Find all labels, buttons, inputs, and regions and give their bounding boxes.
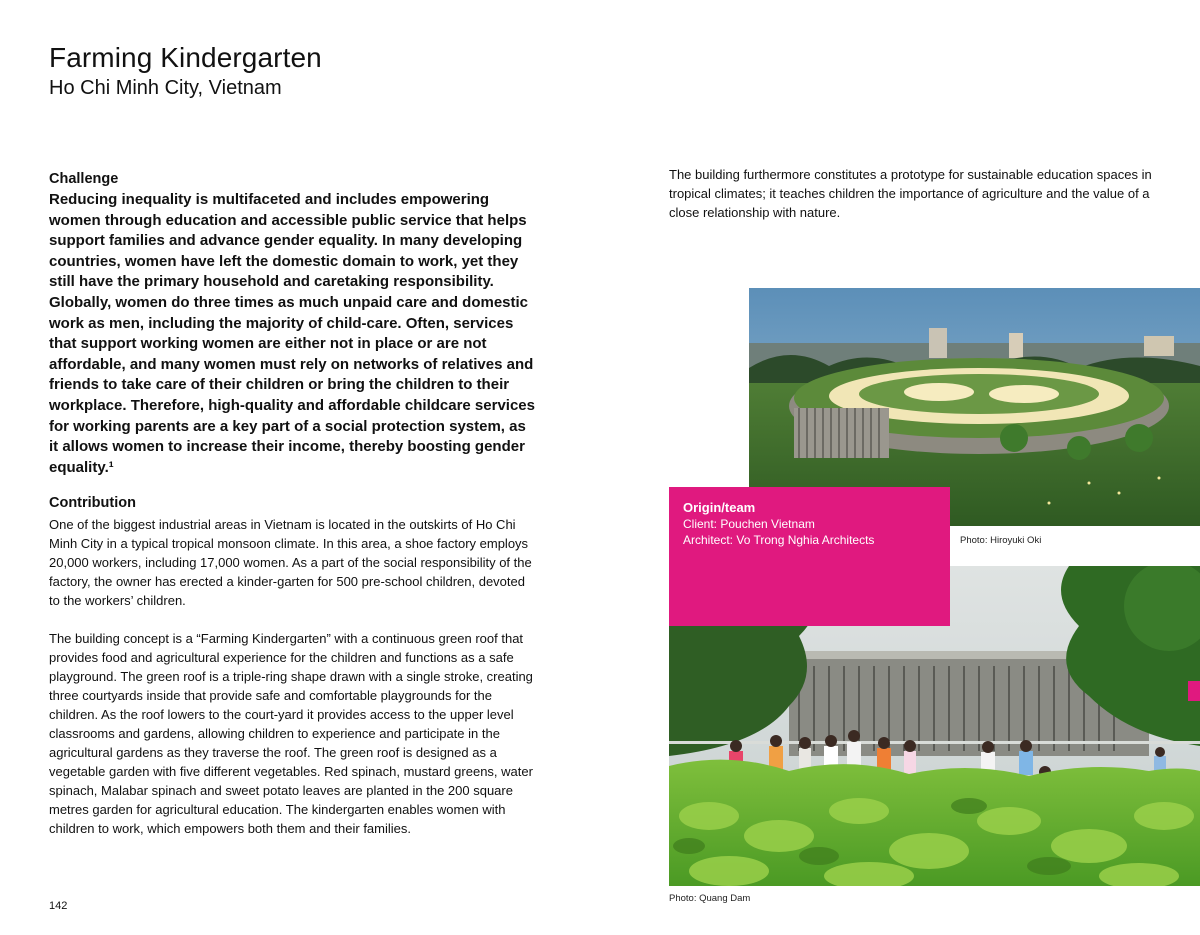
page-edge-tab [1188, 681, 1200, 701]
right-column-text: The building furthermore constitutes a prototype for sustainable education spaces in tropical climates; it teaches children the importance of agriculture and the value of a close relationship with nature. [669, 167, 1152, 220]
page-subtitle: Ho Chi Minh City, Vietnam [49, 77, 282, 99]
left-column [49, 170, 535, 838]
origin-team-box [669, 487, 950, 626]
challenge-text: Reducing inequality is multifaceted and includes empowering women through education and accessible public service that helps support families and advance gender equality. In many developing countries, women have left the domestic domain to work, yet they still have the primary household and caretaking responsibility. Globally, women do three times as much unpaid care and domestic work as men, including the majority of child-care. Often, services that support working women are either not in place or are not affordable, and many women must rely on networks of relatives and friends to take care of their children or bring the children to their workplace. Therefore, high-quality and affordable childcare services for working parents are a key part of a social protection system, as it allows women to increase their income, thereby boosting gender equality.¹ [49, 191, 535, 476]
contribution-paragraph-2: The building concept is a “Farming Kindergarten” with a continuous green roof that provides food and agricultural experience for the children and functions as a safe playground. The green roof is a triple-ring shape drawn with a single stroke, creating three courtyards inside that provide safe and comfortable playgrounds for the children. As the roof lowers to the court-yard it provides access to the upper level classrooms and gardens, allowing children to experience and participate in the agricultural gardens as they traverse the roof. The green roof is designed as a vegetable garden with five different vegetables. Red spinach, mustard greens, water spinach, Malabar spinach and sweet potato leaves are planted in the 200 square metres garden for agricultural education. The kindergarten enables women with children to work, which empowers both them and their families. [49, 631, 533, 837]
challenge-heading: Challenge [49, 171, 119, 187]
origin-architect: Architect: Vo Trong Nghia Architects [683, 533, 875, 547]
photo-credit-bottom: Photo: Quang Dam [669, 893, 751, 904]
page-title: Farming Kindergarten [49, 42, 322, 73]
contribution-heading: Contribution [49, 495, 136, 512]
photo-credit-top: Photo: Hiroyuki Oki [960, 535, 1042, 546]
origin-heading: Origin/team [683, 500, 756, 515]
origin-client: Client: Pouchen Vietnam [683, 517, 815, 531]
page-number: 142 [49, 900, 68, 912]
contribution-paragraph-1: One of the biggest industrial areas in Vietnam is located in the outskirts of Ho Chi Minh City in a typical tropical monsoon climate. In this area, a shoe factory employs 20,000 workers, including 17,000 women. As a part of the social responsibility of the factory, the owner has erected a kinder-garten for 500 pre-school children, devoted to the workers’ children. [49, 517, 532, 609]
